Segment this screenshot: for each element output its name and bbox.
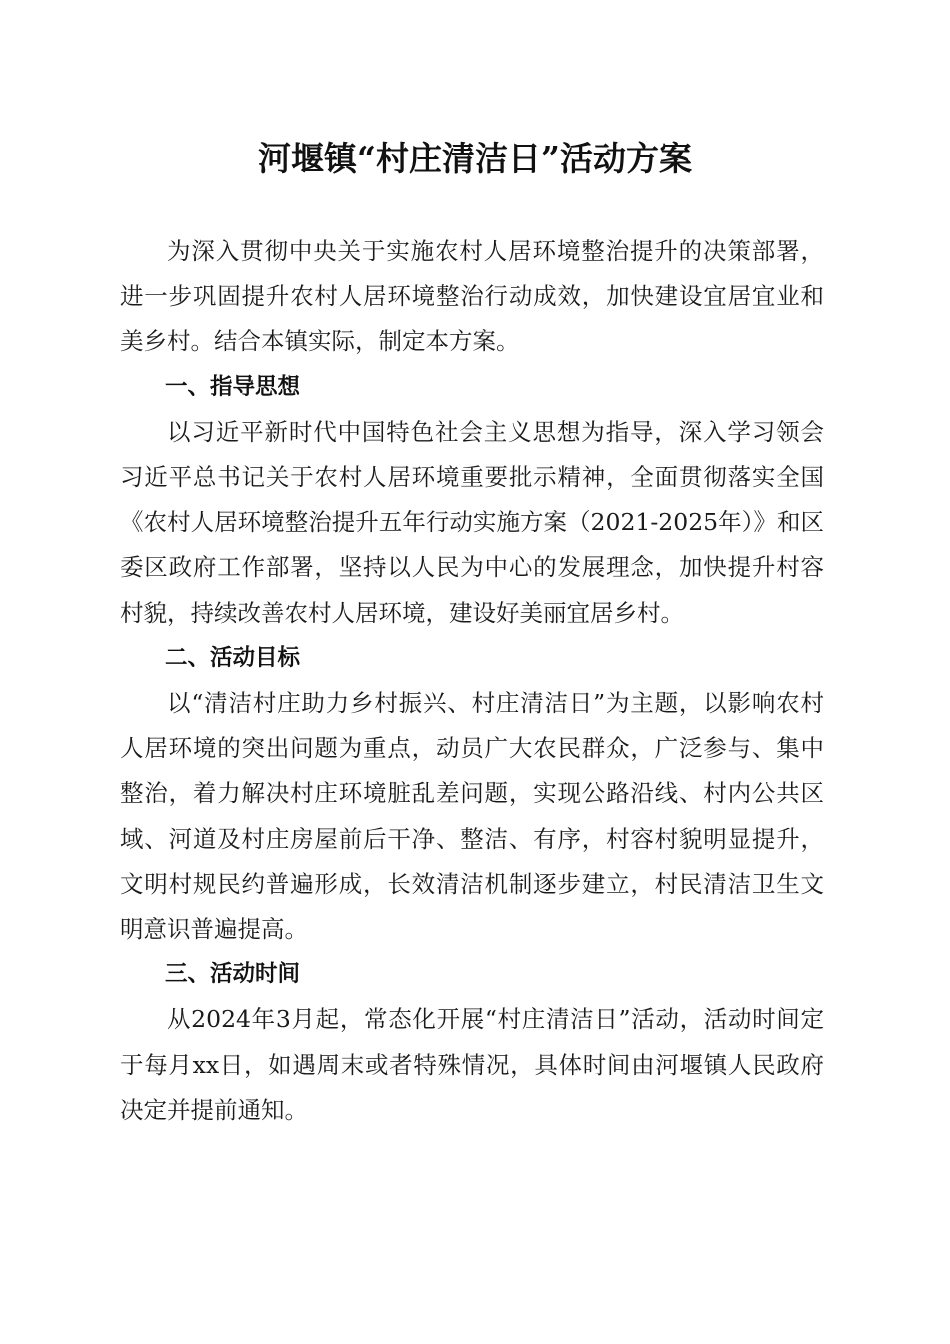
section-paragraph-guiding-thought: 以习近平新时代中国特色社会主义思想为指导，深入学习领会习近平总书记关于农村人居环境重要批示精神，全面贯彻落实全国《农村人居环境整治提升五年行动实施方案（2021-2025年）》和区委区政府工作部署，坚持以人民为中心的发展理念，加快提升村容村貌，持续改善农村人居环境，建设好美丽宜居乡村。 xyxy=(120,417,824,627)
document-body xyxy=(120,229,824,1133)
section-heading-activity-goal: 二、活动目标 xyxy=(165,644,301,671)
section-paragraph-activity-time: 从2024年3月起，常态化开展“村庄清洁日”活动，活动时间定于每月xx日，如遇周末或者特殊情况，具体时间由河堰镇人民政府决定并提前通知。 xyxy=(120,1005,824,1124)
section-heading-activity-time: 三、活动时间 xyxy=(165,961,301,988)
document-title: 河堰镇“村庄清洁日”活动方案 xyxy=(258,139,692,178)
section-paragraph-activity-goal: 以“清洁村庄助力乡村振兴、村庄清洁日”为主题，以影响农村人居环境的突出问题为重点，动员广大农民群众，广泛参与、集中整治，着力解决村庄环境脏乱差问题，实现公路沿线、村内公共区域、河道及村庄房屋前后干净、整洁、有序，村容村貌明显提升，文明村规民约普遍形成，长效清洁机制逐步建立，村民清洁卫生文明意识普遍提高。 xyxy=(120,689,824,944)
intro-paragraph: 为深入贯彻中央关于实施农村人居环境整治提升的决策部署，进一步巩固提升农村人居环境整治行动成效，加快建设宜居宜业和美乡村。结合本镇实际，制定本方案。 xyxy=(120,237,824,356)
section-heading-guiding-thought: 一、指导思想 xyxy=(165,373,301,400)
